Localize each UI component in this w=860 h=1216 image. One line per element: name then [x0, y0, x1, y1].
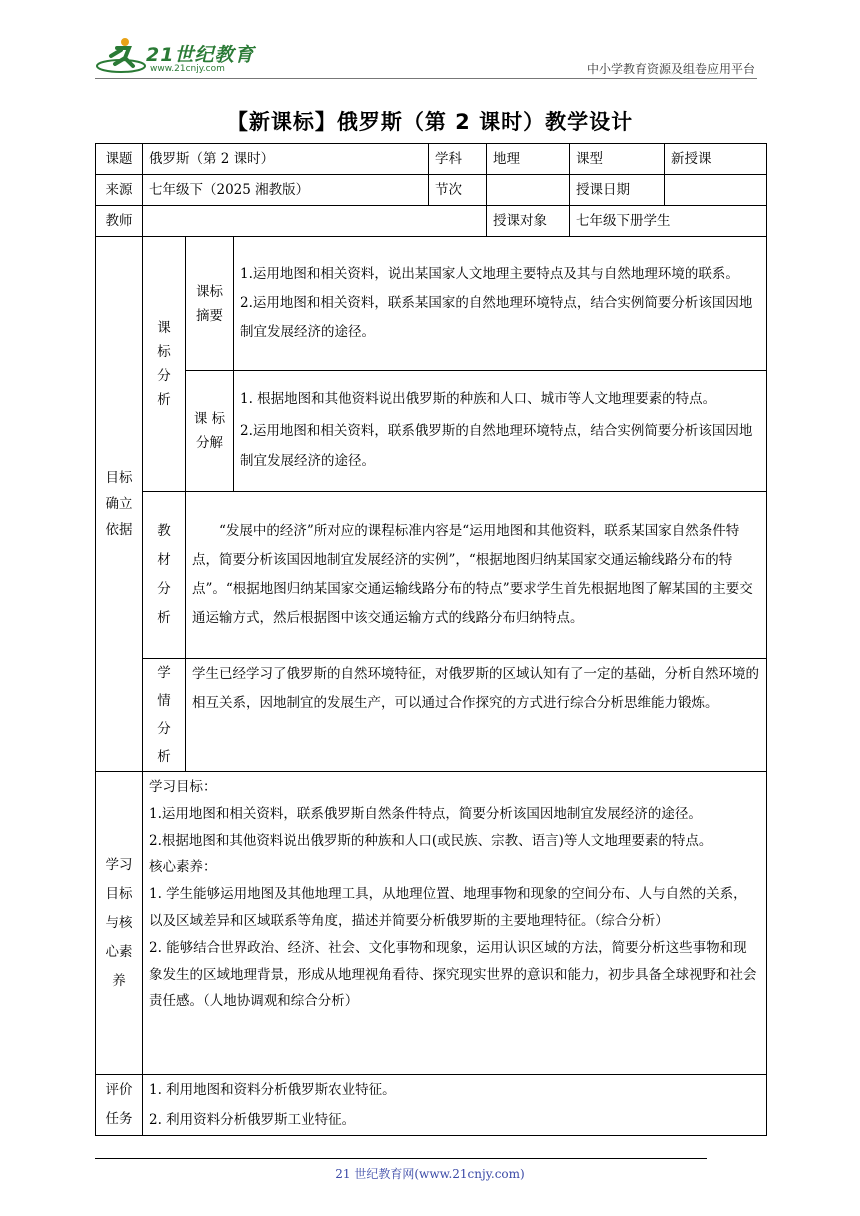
- standards-analysis-label: 课 标 分 析: [143, 237, 186, 492]
- source-value: 七年级下（2025 湘教版）: [143, 175, 429, 206]
- type-label: 课型: [570, 144, 665, 175]
- page-title: 【新课标】俄罗斯（第 2 课时）教学设计: [226, 110, 634, 134]
- evaluation-row: [96, 1075, 767, 1136]
- learner-analysis-label: 学 情 分 析: [143, 659, 186, 772]
- evaluation-content: 1. 利用地图和资料分析俄罗斯农业特征。 2. 利用资料分析俄罗斯工业特征。: [143, 1075, 767, 1136]
- basis-label: 目标 确立 依据: [96, 237, 143, 772]
- section-label: 节次: [429, 175, 487, 206]
- footer-text: 21 世纪教育网(www.21cnjy.com): [335, 1167, 525, 1181]
- teacher-label: 教师: [96, 206, 143, 237]
- date-value: [665, 175, 767, 206]
- audience-label: 授课对象: [487, 206, 570, 237]
- goals-row: [96, 772, 767, 1075]
- standards-breakdown-label: 课 标 分解: [186, 371, 234, 492]
- textbook-analysis-content: “发展中的经济”所对应的课程标准内容是“运用地图和其他资料，联系某国家自然条件特点，简要分析该国因地制宜发展经济的实例”，“根据地图归纳某国家交通运输线路分布的特点”。“根据地图归纳某国家交通运输线路分布的特点”要求学生首先根据地图了解某国的主要交通运输方式，然后根据图中该交通运输方式的线路分布归纳特点。: [186, 492, 767, 659]
- type-value: 新授课: [665, 144, 767, 175]
- evaluation-label: 评价 任务: [96, 1075, 143, 1136]
- standards-summary-content: 1.运用地图和相关资料，说出某国家人文地理主要特点及其与自然地理环境的联系。 2.运用地图和相关资料，联系某国家的自然地理环境特点，结合实例简要分析该国因地制宜发展经济的途径。: [234, 237, 767, 371]
- subject-value: 地理: [487, 144, 570, 175]
- info-row-topic: [96, 144, 767, 175]
- section-value: [487, 175, 570, 206]
- teacher-value: [143, 206, 487, 237]
- source-label: 来源: [96, 175, 143, 206]
- goals-label: 学习 目标 与核 心素 养: [96, 772, 143, 1075]
- date-label: 授课日期: [570, 175, 665, 206]
- textbook-row: [96, 492, 767, 659]
- learner-analysis-content: 学生已经学习了俄罗斯的自然环境特征，对俄罗斯的区域认知有了一定的基础，分析自然环境的相互关系，因地制宜的发展生产，可以通过合作探究的方式进行综合分析思维能力锻炼。: [186, 659, 767, 772]
- audience-value: 七年级下册学生: [570, 206, 767, 237]
- header-divider: [95, 78, 757, 79]
- standards-summary-label: 课标 摘要: [186, 237, 234, 371]
- topic-value: 俄罗斯（第 2 课时）: [143, 144, 429, 175]
- learner-row: [96, 659, 767, 772]
- platform-name: 中小学教育资源及组卷应用平台: [586, 62, 755, 76]
- lesson-plan-table: [95, 143, 767, 1136]
- info-row-source: [96, 175, 767, 206]
- page-header: [0, 0, 860, 90]
- logo-url: www.21cnjy.com: [150, 64, 225, 74]
- textbook-analysis-label: 教 材 分 析: [143, 492, 186, 659]
- info-row-teacher: [96, 206, 767, 237]
- subject-label: 学科: [429, 144, 487, 175]
- breakdown-row: [96, 371, 767, 492]
- summary-row: [96, 237, 767, 371]
- goals-content: 学习目标： 1.运用地图和相关资料，联系俄罗斯自然条件特点，简要分析该国因地制宜发展经济的途径。 2.根据地图和其他资料说出俄罗斯的种族和人口(或民族、宗教、语言)等人文地理要素的特点。 核心素养： 1. 学生能够运用地图及其他地理工具，从地理位置、地理事物和现象的空间分布、人与自然的关系，以及区域差异和区域联系等角度，描述并简要分析俄罗斯的主要地理特征。（综合分析） 2. 能够结合世界政治、经济、社会、文化事物和现象，运用认识区域的方法，简要分析这些事物和现象发生的区域地理背景，形成从地理视角看待、探究现实世界的意识和能力，初步具备全球视野和社会责任感。（人地协调观和综合分析）: [143, 772, 767, 1075]
- standards-breakdown-content: 1. 根据地图和其他资料说出俄罗斯的种族和人口、城市等人文地理要素的特点。 2.运用地图和相关资料，联系俄罗斯的自然地理环境特点，结合实例简要分析该国因地制宜发展经济的途径。: [234, 371, 767, 492]
- topic-label: 课题: [96, 144, 143, 175]
- logo-text: 21世纪教育: [146, 44, 255, 66]
- footer-divider: [95, 1158, 707, 1159]
